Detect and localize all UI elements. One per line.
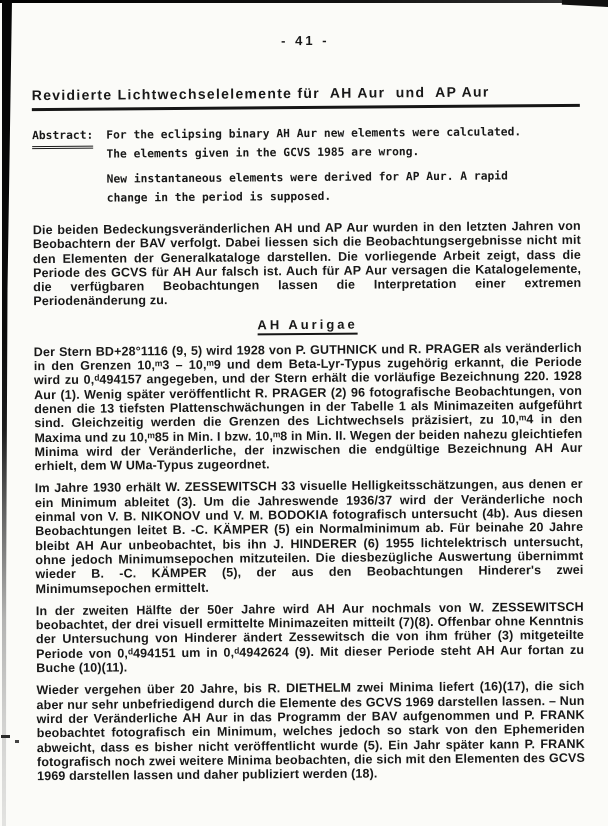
page-content — [31, 0, 585, 784]
page-number: - 41 - — [281, 32, 330, 49]
abstract-body — [106, 122, 545, 207]
intro-paragraph: Die beiden Bedeckungsveränderlichen AH und AP Aur wurden in den letzten Jahren von Beobachtern der BAV verfolgt. Dabei liessen sich die Beobachtungsergebnisse nicht mit den Elementen der Generalkataloge darstellen. Die vorliegende Arbeit zeigt, dass die Periode des GCVS für AH Aur falsch ist. Auch für AP Aur versagen die Katalogelemente, die verfügbaren Beobachtungen lassen die Interpretation einer extremen Periodenänderung zu. — [32, 218, 582, 309]
body-paragraph-3: In der zweiten Hälfte der 50er Jahre wird AH Aur nochmals von W. ZESSEWITSCH beobachtet, der drei visuell ermittelte Minimazeiten mitteilt (7)(8). Offenbar ohne Kenntnis der Untersuchung von Hinderer ändert Zessewitsch die von ihm früher (3) mitgeteilte Periode von 0,ᵈ494151 um in 0,ᵈ4942624 (9). Mit dieser Periode steht AH Aur fortan zu Buche (10)(11). — [35, 599, 585, 676]
abstract-label: Abstract: — [32, 126, 93, 149]
abstract-block — [32, 122, 581, 208]
section-heading-row — [33, 314, 581, 337]
abstract-paragraph-1: For the eclipsing binary AH Aur new elements were calculated. The elements given in the GCVS 1985 are wrong. — [106, 125, 522, 161]
body-paragraph-1: Der Stern BD+28°1116 (9, 5) wird 1928 von P. GUTHNICK und R. PRAGER als veränderlich in den Grenzen 10,ᵐ3 – 10,ᵐ9 und dem Beta-Lyr-Typus zugehörig erkannt, die Periode wird zu 0,ᵈ494157 angegeben, und der Stern erhält die vorläufige Bezeichnung 220. 1928 Aur (1). Wenig später veröffentlicht R. PRAGER (2) 96 fotografische Beobachtungen, von denen die 13 tiefsten Plattenschwächungen in der Tabelle 1 als Minimazeiten aufgeführt sind. Gleichzeitig werden die Grenzen des Lichtwechsels präzisiert, zu 10,ᵐ4 in den Maxima und zu 10,ᵐ85 in Min. I bzw. 10,ᵐ8 in Min. II. Wegen der beiden nahezu gleichtiefen Minima wird der Veränderliche, der inzwischen die endgültige Bezeichnung AH Aur erhielt, dem W UMa-Typus zugeordnet. — [33, 340, 583, 474]
section-heading: AH Aurigae — [257, 316, 357, 335]
abstract-paragraph-2: New instantaneous elements were derived for AP Aur. A rapid change in the period is supposed. — [106, 169, 508, 205]
article-title: Revidierte Lichtwechselelemente für AH Aur und AP Aur — [32, 83, 580, 111]
body-paragraph-2: Im Jahre 1930 erhält W. ZESSEWITSCH 33 visuelle Helligkeitsschätzungen, aus denen er ein Minimum ableitet (3). Um die Jahreswende 1936/37 wird der Veränderliche noch einmal von V. B. NIKONOV und V. M. BODOKIA fotografisch untersucht (4b). Aus diesen Beobachtungen leitet B. -C. KÄMPER (5) ein Normalminimum ab. Für beinahe 20 Jahre bleibt AH Aur unbeobachtet, bis ihn J. HINDERER (6) 1955 lichtelektrisch untersucht, ohne jedoch Minimumsepochen mitzuteilen. Die diesbezügliche Auswertung übernimmt wieder B. -C. KÄMPER (5), der aus den Beobachtungen Hinderer's zwei Minimumsepochen ermittelt. — [34, 477, 584, 596]
scan-mark-left-margin — [1, 735, 10, 738]
body-paragraph-4: Wieder vergehen über 20 Jahre, bis R. DIETHELM zwei Minima liefert (16)(17), die sich aber nur sehr unbefriedigend durch die Elemente des GCVS 1969 darstellen lassen. – Nun wird der Veränderliche AH Aur in das Programm der BAV aufgenommen und P. FRANK beobachtet fotografisch ein Minimum, welches jedoch so stark von den Ephemeriden abweicht, dass es bisher nicht veröffentlicht wurde (5). Ein Jahr später kann P. FRANK fotografisch noch zwei weitere Minima beobachten, die sich mit den Elementen des GCVS 1969 darstellen lassen und daher publiziert werden (18). — [36, 679, 586, 784]
scan-edge-left — [2, 0, 12, 826]
scan-mark-left-margin — [15, 740, 19, 743]
